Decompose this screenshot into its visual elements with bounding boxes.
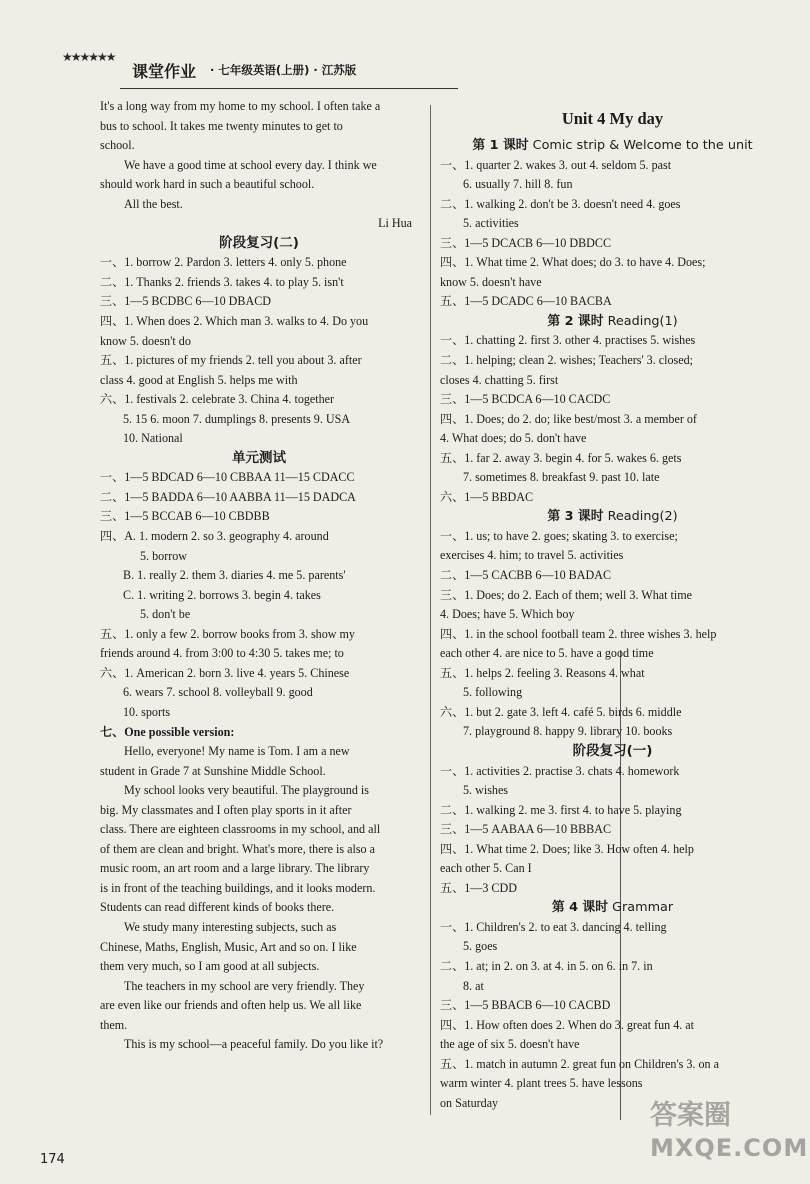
- answer-line: 二、1—5 BADDA 6—10 AABBA 11—15 DADCA: [100, 489, 356, 504]
- answer-line: Hello, everyone! My name is Tom. I am a new: [124, 744, 350, 759]
- answer-line: 8. at: [463, 978, 484, 993]
- answer-line: 三、1—5 BBACB 6—10 CACBD: [440, 998, 611, 1013]
- lesson-heading: [440, 136, 785, 156]
- answer-line: exercises 4. him; to travel 5. activities: [440, 548, 624, 563]
- answer-line: The teachers in my school are very friendly. They: [124, 978, 365, 993]
- answer-line: 10. sports: [123, 704, 171, 719]
- answer-line: 6. usually 7. hill 8. fun: [463, 177, 573, 192]
- lesson-number: 第 1 课时: [472, 138, 529, 153]
- answer-line: 二、1. at; in 2. on 3. at 4. in 5. on 6. in 7. in: [440, 958, 653, 973]
- answer-line: We study many interesting subjects, such as: [124, 919, 337, 934]
- answer-line: each other 5. Can I: [440, 861, 532, 876]
- section-heading: 阶段复习(二): [219, 234, 299, 251]
- answer-line: 四、1. in the school football team 2. three wishes 3. help: [440, 626, 717, 641]
- answer-line: 五、1. pictures of my friends 2. tell you about 3. after: [100, 353, 362, 368]
- answer-line: 4. What does; do 5. don't have: [440, 431, 587, 446]
- lesson-number: 第 3 课时: [547, 509, 604, 525]
- answer-line: My school looks very beautiful. The playground is: [124, 783, 369, 798]
- answer-line: 4. Does; have 5. Which boy: [440, 607, 575, 622]
- watermark-logo: 答案圈: [650, 1100, 731, 1131]
- answer-line: student in Grade 7 at Sunshine Middle School.: [100, 763, 326, 778]
- answer-line: 5. 15 6. moon 7. dumplings 8. presents 9. USA: [123, 411, 351, 426]
- answer-line: 二、1. Thanks 2. friends 3. takes 4. to play 5. isn't: [100, 274, 344, 289]
- answer-line: know 5. doesn't have: [440, 274, 542, 289]
- right-column: [440, 97, 785, 1113]
- answer-line: 5. goes: [463, 939, 498, 954]
- answer-line: 三、1—5 BCCAB 6—10 CBDBB: [100, 509, 270, 524]
- answer-line: 六、1—5 BBDAC: [440, 489, 534, 504]
- answer-line: This is my school—a peaceful family. Do you like it?: [124, 1037, 384, 1052]
- answer-line: are even like our friends and often help us. We all like: [100, 998, 362, 1013]
- answer-line: 五、1. match in autumn 2. great fun on Children's 3. on a: [440, 1056, 719, 1071]
- answer-line: warm winter 4. plant trees 5. have lessons: [440, 1076, 643, 1091]
- answer-line: 四、1. How often does 2. When do 3. great fun 4. at: [440, 1017, 695, 1032]
- answer-line: 五、1—3 CDD: [440, 880, 517, 895]
- answer-line: C. 1. writing 2. borrows 3. begin 4. takes: [123, 587, 321, 602]
- answer-line: 三、1—5 AABAA 6—10 BBBAC: [440, 822, 612, 837]
- answer-line: 三、1—5 BCDCA 6—10 CACDC: [440, 392, 611, 407]
- answer-line: 三、1—5 BCDBC 6—10 DBACD: [100, 294, 272, 309]
- book-subtitle: · 七年级英语(上册) · 江苏版: [210, 63, 357, 77]
- answer-line: 7. playground 8. happy 9. library 10. books: [463, 724, 673, 739]
- answer-line: should work hard in such a beautiful school.: [100, 177, 315, 192]
- column-divider: [430, 105, 431, 1115]
- page-header: [60, 50, 420, 90]
- answer-line: 一、1. us; to have 2. goes; skating 3. to exercise;: [440, 528, 678, 543]
- answer-line: 5. wishes: [463, 783, 509, 798]
- answer-line: Chinese, Maths, English, Music, Art and so on. I like: [100, 939, 357, 954]
- answer-line: the age of six 5. doesn't have: [440, 1037, 580, 1052]
- answer-line: B. 1. really 2. them 3. diaries 4. me 5. parents': [123, 568, 346, 583]
- answer-line: 五、1. far 2. away 3. begin 4. for 5. wakes 6. gets: [440, 450, 682, 465]
- answer-line: 一、1. Children's 2. to eat 3. dancing 4. telling: [440, 919, 667, 934]
- answer-line: know 5. doesn't do: [100, 333, 191, 348]
- page-number: 174: [40, 1152, 65, 1167]
- answer-line: 5. following: [463, 685, 523, 700]
- answer-line: 一、1. borrow 2. Pardon 3. letters 4. only 5. phone: [100, 255, 347, 270]
- answer-line: 七、One possible version:: [100, 724, 235, 739]
- answer-line: class. There are eighteen classrooms in my school, and all: [100, 822, 381, 837]
- lesson-title: Comic strip & Welcome to the unit: [532, 138, 753, 153]
- answer-line: 二、1. walking 2. don't be 3. doesn't need 4. goes: [440, 196, 681, 211]
- answer-line: 7. sometimes 8. breakfast 9. past 10. late: [463, 470, 660, 485]
- lesson-heading: [440, 898, 785, 918]
- unit-title: Unit 4 My day: [561, 109, 664, 128]
- answer-line: friends around 4. from 3:00 to 4:30 5. takes me; to: [100, 646, 344, 661]
- answer-line: 一、1—5 BDCAD 6—10 CBBAA 11—15 CDACC: [100, 470, 355, 485]
- answer-line: 六、1. but 2. gate 3. left 4. café 5. birds 6. middle: [440, 704, 682, 719]
- stars-logo: ★★★★★★: [62, 50, 115, 64]
- answer-line: We have a good time at school every day. I think we: [124, 157, 377, 172]
- header-rule: [120, 88, 458, 89]
- lesson-title: Grammar: [612, 900, 674, 916]
- section-heading: 阶段复习(一): [572, 742, 653, 759]
- answer-line: class 4. good at English 5. helps me with: [100, 372, 298, 387]
- lesson-title: Reading(1): [607, 313, 678, 329]
- answer-line: 5. borrow: [140, 548, 188, 563]
- answer-line: Students can read different kinds of books there.: [100, 900, 335, 915]
- answer-line: 六、1. festivals 2. celebrate 3. China 4. together: [100, 392, 335, 407]
- answer-line: closes 4. chatting 5. first: [440, 372, 559, 387]
- answer-line: 五、1. helps 2. feeling 3. Reasons 4. what: [440, 665, 645, 680]
- watermark-url: MXQE.COM: [650, 1134, 809, 1162]
- answer-line: of them are clean and bright. What's more, there is also a: [100, 841, 375, 856]
- lesson-number: 第 2 课时: [547, 313, 604, 329]
- answer-line: 一、1. quarter 2. wakes 3. out 4. seldom 5. past: [440, 157, 672, 172]
- answer-line: 二、1. helping; clean 2. wishes; Teachers' 3. closed;: [440, 353, 693, 368]
- answer-line: big. My classmates and I often play sports in it after: [100, 802, 352, 817]
- answer-line: 四、1. What time 2. Does; like 3. How often 4. help: [440, 841, 694, 856]
- answer-line: It's a long way from my home to my school. I often take a: [100, 99, 381, 113]
- answer-line: 6. wears 7. school 8. volleyball 9. good: [123, 685, 313, 700]
- lesson-number: 第 4 课时: [551, 900, 609, 916]
- lesson-title: Reading(2): [607, 509, 678, 525]
- section-heading: 单元测试: [232, 449, 286, 466]
- answer-line: 三、1—5 DCACB 6—10 DBDCC: [440, 235, 612, 250]
- answer-line: 5. activities: [463, 216, 519, 231]
- answer-line: school.: [100, 138, 135, 153]
- answer-line: 四、A. 1. modern 2. so 3. geography 4. around: [100, 529, 329, 544]
- answer-line: 10. National: [123, 431, 183, 446]
- answer-line: All the best.: [124, 196, 183, 211]
- lesson-heading: [440, 312, 785, 332]
- answer-line: bus to school. It takes me twenty minutes to get to: [100, 118, 343, 133]
- answer-line: 五、1. only a few 2. borrow books from 3. show my: [100, 626, 355, 641]
- answer-line: 一、1. chatting 2. first 3. other 4. practises 5. wishes: [440, 333, 696, 348]
- answer-line: 二、1—5 CACBB 6—10 BADAC: [440, 568, 612, 583]
- watermark: [650, 1100, 808, 1164]
- answer-line: each other 4. are nice to 5. have a good time: [440, 646, 654, 661]
- answer-line: them very much, so I am good at all subjects.: [100, 959, 320, 974]
- answer-line: Li Hua: [378, 216, 412, 231]
- answer-line: 四、1. Does; do 2. do; like best/most 3. a member of: [440, 411, 697, 426]
- answer-line: 三、1. Does; do 2. Each of them; well 3. What time: [440, 587, 693, 602]
- answer-line: 四、1. When does 2. Which man 3. walks to 4. Do you: [100, 314, 369, 329]
- left-column: [100, 97, 418, 1055]
- answer-line: 5. don't be: [140, 607, 191, 622]
- answer-line: 二、1. walking 2. me 3. first 4. to have 5. playing: [440, 802, 682, 817]
- answer-line: 四、1. What time 2. What does; do 3. to have 4. Does;: [440, 255, 706, 270]
- answer-line: them.: [100, 1017, 128, 1032]
- answer-line: 五、1—5 DCADC 6—10 BACBA: [440, 294, 612, 309]
- answer-line: on Saturday: [440, 1095, 499, 1110]
- answer-line: 一、1. activities 2. practise 3. chats 4. homework: [440, 763, 680, 778]
- lesson-heading: [440, 507, 785, 527]
- answer-line: is in front of the teaching buildings, and it looks modern.: [100, 880, 376, 895]
- answer-line: 六、1. American 2. born 3. live 4. years 5. Chinese: [100, 665, 350, 680]
- answer-line: music room, an art room and a large library. The library: [100, 861, 370, 876]
- book-title: 课堂作业: [132, 62, 197, 81]
